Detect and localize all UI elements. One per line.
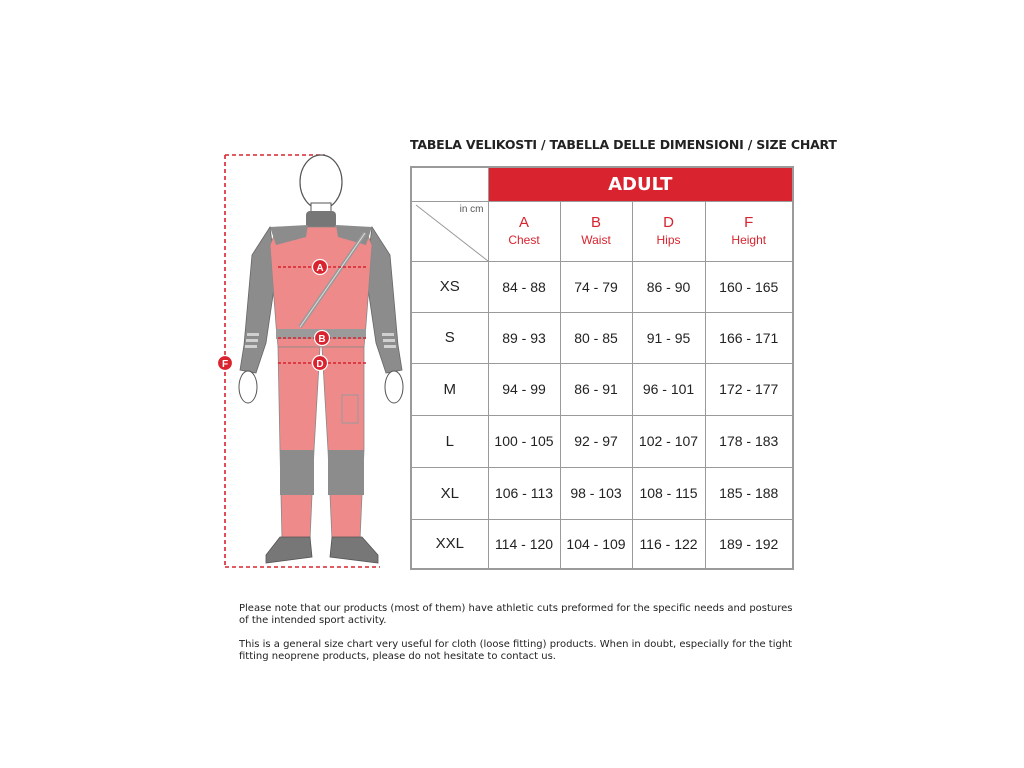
page-title: TABELA VELIKOSTI / TABELLA DELLE DIMENSIONI / SIZE CHART	[410, 137, 837, 152]
hips-value: 102 - 107	[632, 415, 705, 467]
chest-value: 106 - 113	[488, 467, 560, 519]
notes	[239, 603, 799, 675]
svg-text:D: D	[316, 359, 324, 370]
height-value: 160 - 165	[705, 261, 793, 312]
hips-value: 108 - 115	[632, 467, 705, 519]
table-row	[411, 467, 793, 519]
size-label: S	[411, 312, 488, 363]
unit-label: in cm	[459, 203, 484, 215]
column-header-row	[411, 201, 793, 261]
table-row	[411, 519, 793, 569]
size-label: L	[411, 415, 488, 467]
group-header-row	[411, 167, 793, 201]
chest-value: 89 - 93	[488, 312, 560, 363]
chest-value: 114 - 120	[488, 519, 560, 569]
height-value: 185 - 188	[705, 467, 793, 519]
height-value: 178 - 183	[705, 415, 793, 467]
column-header-chest: A Chest	[488, 201, 560, 261]
size-chart-table	[410, 166, 794, 570]
size-label: XXL	[411, 519, 488, 569]
height-value: 189 - 192	[705, 519, 793, 569]
head-icon	[300, 155, 342, 217]
column-header-height: F Height	[705, 201, 793, 261]
chest-value: 100 - 105	[488, 415, 560, 467]
waist-value: 104 - 109	[560, 519, 632, 569]
legs-red	[278, 347, 364, 540]
waist-value: 92 - 97	[560, 415, 632, 467]
note-general-size-chart: This is a general size chart very useful for cloth (loose fitting) products. When in doubt, especially for the tight fitting neoprene products, please do not hesitate to contact us.	[239, 639, 793, 662]
waist-value: 98 - 103	[560, 467, 632, 519]
column-header-waist: B Waist	[560, 201, 632, 261]
marker-chest-a	[313, 260, 328, 275]
table-row	[411, 261, 793, 312]
marker-hips-d	[313, 356, 328, 371]
marker-height-f	[218, 356, 233, 371]
column-header-hips: D Hips	[632, 201, 705, 261]
chest-value: 94 - 99	[488, 363, 560, 415]
chest-value: 84 - 88	[488, 261, 560, 312]
note-athletic-cuts: Please note that our products (most of them) have athletic cuts preformed for the specific needs and postures of the intended sport activity.	[239, 603, 793, 626]
table-row	[411, 363, 793, 415]
size-label: XS	[411, 261, 488, 312]
svg-text:A: A	[316, 263, 324, 274]
marker-waist-b	[315, 331, 330, 346]
size-label: M	[411, 363, 488, 415]
table-row	[411, 312, 793, 363]
size-label: XL	[411, 467, 488, 519]
waist-value: 80 - 85	[560, 312, 632, 363]
table-row	[411, 415, 793, 467]
hips-value: 116 - 122	[632, 519, 705, 569]
adult-header: ADULT	[488, 167, 793, 201]
hips-value: 91 - 95	[632, 312, 705, 363]
waist-value: 74 - 79	[560, 261, 632, 312]
hips-value: 96 - 101	[632, 363, 705, 415]
svg-text:F: F	[221, 359, 229, 370]
drysuit-figure	[210, 145, 410, 575]
height-value: 172 - 177	[705, 363, 793, 415]
hips-value: 86 - 90	[632, 261, 705, 312]
unit-cell	[411, 201, 488, 261]
height-value: 166 - 171	[705, 312, 793, 363]
waist-value: 86 - 91	[560, 363, 632, 415]
svg-text:B: B	[318, 334, 326, 345]
